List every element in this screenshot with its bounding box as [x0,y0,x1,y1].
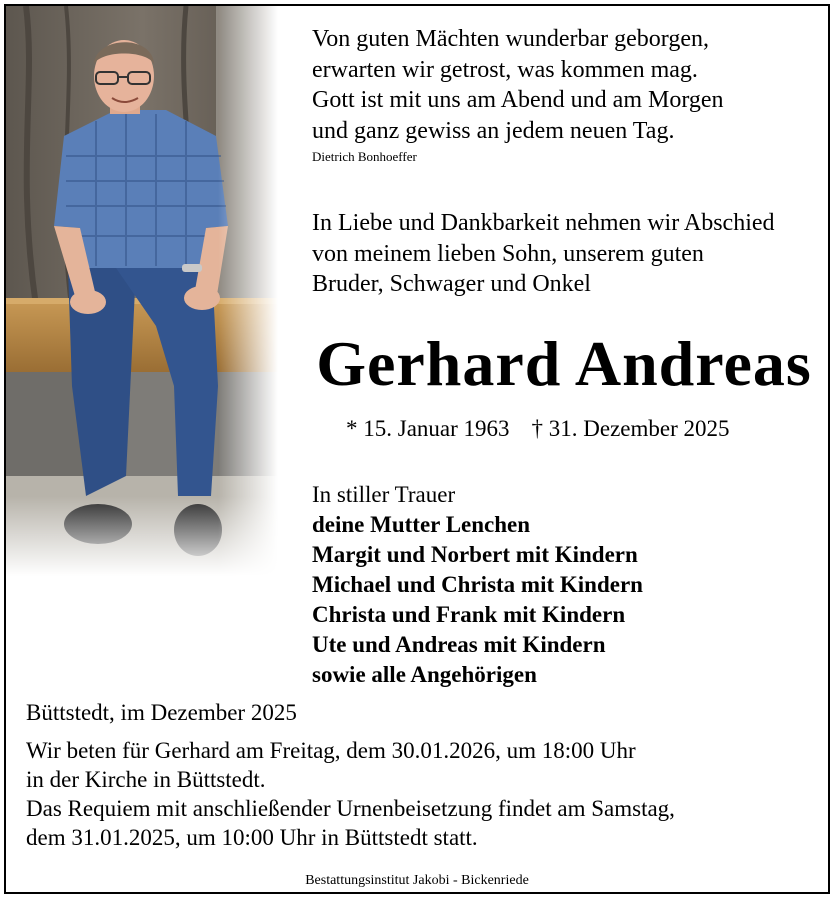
intro-line: von meinem lieben Sohn, unserem guten [312,240,704,267]
death-date: † 31. Dezember 2025 [531,416,730,441]
intro-line: In Liebe und Dankbarkeit nehmen wir Abschied [312,210,775,236]
portrait-photo [6,6,278,576]
service-line: Wir beten für Gerhard am Freitag, dem 30.01.2026, um 18:00 Uhr [26,738,636,763]
service-details [26,736,826,852]
mourner-name: Christa und Frank mit Kindern [312,602,626,627]
birth-date: * 15. Januar 1963 [346,416,510,441]
intro-line: Bruder, Schwager und Onkel [312,271,591,297]
mourner-name: Michael und Christa mit Kindern [312,572,643,597]
poem-line: Von guten Mächten wunderbar geborgen, [312,26,710,52]
mourner-name: sowie alle Angehörigen [312,662,537,687]
poem-line: Gott ist mit uns am Abend und am Morgen [312,87,724,113]
service-line: Das Requiem mit anschließender Urnenbeisetzung findet am Samstag, [26,796,675,821]
poem-author: Dietrich Bonhoeffer [312,149,417,164]
place-date: Büttstedt, im Dezember 2025 [26,700,297,725]
service-line: in der Kirche in Büttstedt. [26,767,266,792]
life-dates [346,416,730,442]
funeral-home: Bestattungsinstitut Jakobi - Bickenriede [305,873,529,888]
mourner-name: Ute und Andreas mit Kindern [312,632,606,657]
poem-verse [312,24,822,146]
poem-line: und ganz gewiss an jedem neuen Tag. [312,117,675,144]
service-line: dem 31.01.2025, um 10:00 Uhr in Büttstedt statt. [26,825,478,850]
obituary-notice [4,4,830,894]
deceased-name: Gerhard Andreas [316,328,812,399]
mourning-intro: In stiller Trauer [312,482,456,507]
portrait-illustration [6,6,278,576]
mourners-block [312,480,830,690]
poem-line: erwarten wir getrost, was kommen mag. [312,56,698,83]
mourner-name: Margit und Norbert mit Kindern [312,542,638,567]
farewell-intro [312,208,830,300]
mourner-name: deine Mutter Lenchen [312,512,531,537]
